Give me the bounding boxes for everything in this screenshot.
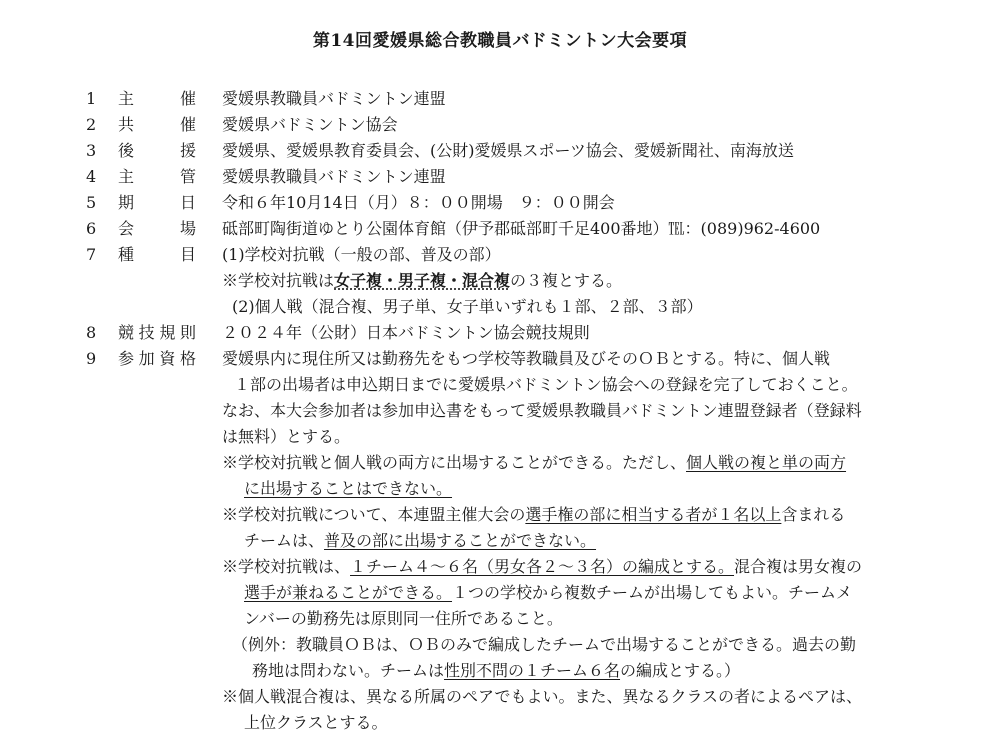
- item-number: 4: [86, 167, 97, 186]
- note-underlined: 選手権の部に相当する者が１名以上: [525, 505, 782, 524]
- events-note-prefix: ※学校対抗戦は: [222, 271, 335, 290]
- note-championship: [0, 502, 1000, 528]
- item-venue: [0, 216, 1000, 242]
- note-team-composition-cont: [0, 606, 1000, 632]
- item-text: 砥部町陶街道ゆとり公園体育館（伊予郡砥部町千足400番地）℡：(089)962-4600: [222, 219, 821, 238]
- note-underlined: 個人戦の複と単の両方: [686, 453, 847, 472]
- item-eligibility: [0, 346, 1000, 372]
- item-text: 愛媛県、愛媛県教育委員会、(公財)愛媛県スポーツ協会、愛媛新聞社、南海放送: [222, 141, 794, 160]
- events-note-suffix: の３複とする。: [510, 271, 623, 290]
- note-text: の編成とする。）: [620, 661, 741, 680]
- item-text: (2)個人戦（混合複、男子単、女子単いずれも１部、２部、３部）: [232, 297, 703, 316]
- paragraph-line: は無料）とする。: [222, 427, 351, 446]
- item-text: 愛媛県内に現住所又は勤務先をもつ学校等教職員及びそのＯＢとする。特に、個人戦: [222, 349, 831, 368]
- document-title: 第14回愛媛県総合教職員バドミントン大会要項: [312, 31, 688, 51]
- item-text: 愛媛県教職員バドミントン連盟: [222, 167, 446, 186]
- note-underlined: 選手が兼ねることができる。: [244, 583, 453, 602]
- note-mixed-doubles-cont: [0, 710, 1000, 736]
- item-label: 会 場: [118, 219, 196, 238]
- eligibility-line: [0, 398, 1000, 424]
- item-label: 期 日: [118, 193, 196, 212]
- note-underlined: １チーム４～６名（男女各２～３名）の編成とする。: [350, 557, 735, 576]
- note-exception-cont: [0, 658, 1000, 684]
- item-number: 2: [86, 115, 97, 134]
- paragraph-line: １部の出場者は申込期日までに愛媛県バドミントン協会への登録を完了しておくこと。: [234, 375, 858, 394]
- item-label: 種 目: [118, 245, 196, 264]
- note-both-events: [0, 450, 1000, 476]
- note-text: ※学校対抗戦は、: [222, 557, 351, 576]
- outline-list: [0, 86, 1000, 736]
- item-text: 愛媛県教職員バドミントン連盟: [222, 89, 446, 108]
- note-team-composition-cont: [0, 580, 1000, 606]
- events-individual: [0, 294, 1000, 320]
- item-number: 1: [86, 89, 97, 108]
- item-number: 6: [86, 219, 97, 238]
- note-text: 混合複は男女複の: [734, 557, 863, 576]
- note-text: 上位クラスとする。: [244, 713, 388, 732]
- note-underlined: に出場することはできない。: [244, 479, 453, 498]
- eligibility-line: [0, 424, 1000, 450]
- note-text: 含まれる: [781, 505, 846, 524]
- note-text: （例外：教職員ＯＢは、ＯＢのみで編成したチームで出場することができる。過去の勤: [232, 635, 857, 654]
- note-text: １つの学校から複数チームが出場してもよい。チームメ: [452, 583, 853, 602]
- note-text: ※学校対抗戦について、本連盟主催大会の: [222, 505, 526, 524]
- item-supporters: [0, 138, 1000, 164]
- paragraph-line: なお、本大会参加者は参加申込書をもって愛媛県教職員バドミントン連盟登録者（登録料: [222, 401, 862, 420]
- note-underlined: 普及の部に出場することができない。: [324, 531, 597, 550]
- item-label: 主 管: [118, 167, 196, 186]
- item-number: 8: [86, 323, 97, 342]
- item-text: 令和６年10月14日（月）８：００開場 ９：００開会: [222, 193, 615, 212]
- item-organizer: [0, 86, 1000, 112]
- item-co-organizer: [0, 112, 1000, 138]
- item-date: [0, 190, 1000, 216]
- item-number: 7: [86, 245, 97, 264]
- item-label: 共 催: [118, 115, 196, 134]
- events-note: [0, 268, 1000, 294]
- item-rules: [0, 320, 1000, 346]
- item-label: 競技規則: [118, 323, 196, 342]
- note-mixed-doubles: [0, 684, 1000, 710]
- note-text: ※学校対抗戦と個人戦の両方に出場することができる。ただし、: [222, 453, 687, 472]
- item-label: 参加資格: [118, 349, 196, 368]
- item-number: 3: [86, 141, 97, 160]
- item-text: ２０２４年（公財）日本バドミントン協会競技規則: [222, 323, 590, 342]
- note-text: チームは、: [244, 531, 325, 550]
- note-underlined: 性別不問の１チーム６名: [444, 661, 621, 680]
- note-exception: [0, 632, 1000, 658]
- item-text: (1)学校対抗戦（一般の部、普及の部）: [222, 245, 501, 264]
- events-note-emphasis: 女子複・男子複・混合複: [334, 271, 511, 290]
- note-championship-cont: [0, 528, 1000, 554]
- note-text: ンバーの勤務先は原則同一住所であること。: [244, 609, 563, 628]
- item-label: 主 催: [118, 89, 196, 108]
- item-events: [0, 242, 1000, 268]
- item-text: 愛媛県バドミントン協会: [222, 115, 398, 134]
- item-number: 5: [86, 193, 97, 212]
- note-text: ※個人戦混合複は、異なる所属のペアでもよい。また、異なるクラスの者によるペアは、: [222, 687, 863, 706]
- note-text: 務地は問わない。チームは: [252, 661, 445, 680]
- note-both-events-cont: [0, 476, 1000, 502]
- note-team-composition: [0, 554, 1000, 580]
- eligibility-line: [0, 372, 1000, 398]
- item-label: 後 援: [118, 141, 196, 160]
- item-management: [0, 164, 1000, 190]
- item-number: 9: [86, 349, 97, 368]
